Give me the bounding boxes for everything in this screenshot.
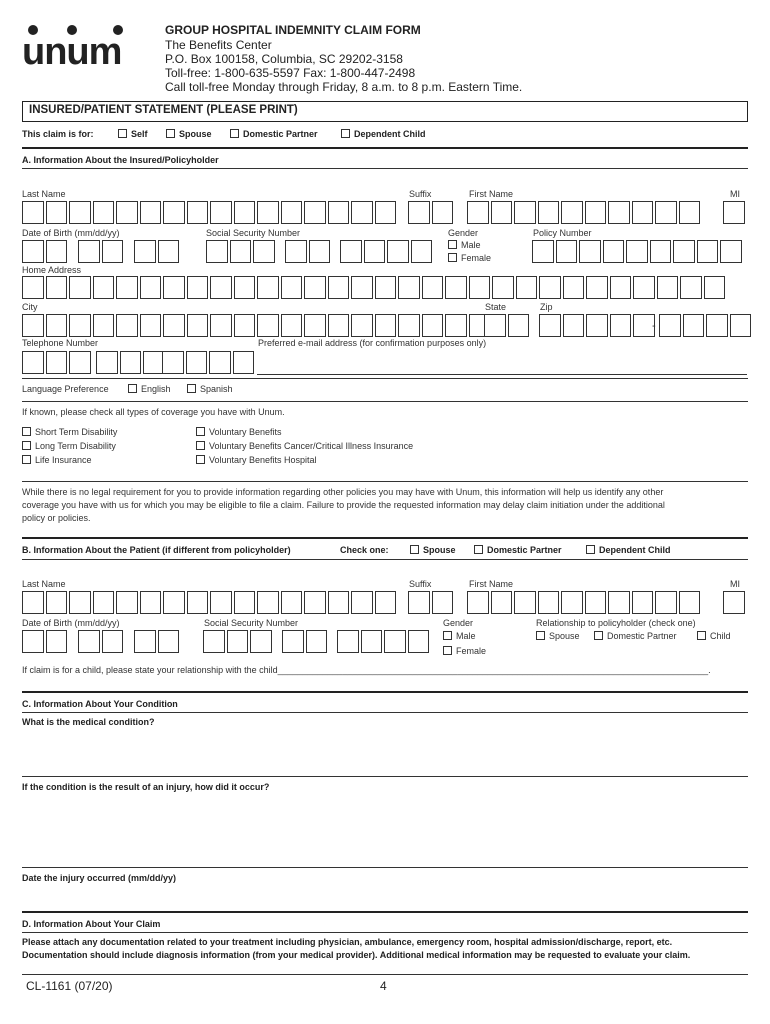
check-one-label: Check one: [340, 545, 389, 555]
std-checkbox[interactable]: Short Term Disability [22, 427, 117, 437]
ssn-1-input[interactable] [206, 240, 277, 263]
logo-text: unum [22, 31, 122, 73]
state-label: State [485, 302, 507, 312]
dob-yy-input[interactable] [134, 240, 181, 263]
female-checkbox[interactable]: Female [448, 253, 491, 263]
claim-for-label: This claim is for: [22, 129, 94, 139]
divider [22, 776, 748, 777]
phone-fax: Toll-free: 1-800-635-5597 Fax: 1-800-447-2498 [165, 66, 416, 80]
patient-dob-dd-input[interactable] [78, 630, 125, 653]
patient-spouse-checkbox[interactable]: Spouse [410, 545, 456, 555]
section-a-title: A. Information About the Insured/Policyholder [22, 155, 219, 165]
patient-ssn-1-input[interactable] [203, 630, 274, 653]
medical-condition-answer[interactable] [22, 730, 748, 776]
dob-dd-input[interactable] [78, 240, 125, 263]
call-hours: Call toll-free Monday through Friday, 8 a.m. to 8 p.m. Eastern Time. [165, 80, 523, 94]
spanish-checkbox[interactable]: Spanish [187, 384, 233, 394]
rel-domestic-partner-checkbox[interactable]: Domestic Partner [594, 631, 677, 641]
patient-ssn-3-input[interactable] [337, 630, 431, 653]
patient-suffix-label: Suffix [409, 579, 432, 589]
email-input[interactable] [257, 351, 747, 375]
vb-checkbox[interactable]: Voluntary Benefits [196, 427, 282, 437]
city-label: City [22, 302, 38, 312]
section-b-title: B. Information About the Patient (if different from policyholder) [22, 545, 291, 555]
city-input[interactable] [22, 314, 492, 337]
home-address-label: Home Address [22, 265, 82, 275]
injury-question: If the condition is the result of an injury, how did it occur? [22, 782, 270, 792]
claim-spouse-checkbox[interactable]: Spouse [166, 129, 212, 139]
section-d-title: D. Information About Your Claim [22, 919, 161, 929]
first-name-input[interactable] [467, 201, 702, 224]
divider [22, 168, 748, 169]
patient-mi-input[interactable] [723, 591, 747, 614]
ssn-2-input[interactable] [285, 240, 332, 263]
section-a-rule [22, 147, 748, 149]
form-id: CL-1161 (07/20) [26, 979, 113, 993]
disclaimer-line-2: coverage you have with us for which you may be eligible to file a claim. Failure to provide the requested information may delay claim initiation under the additional [22, 500, 665, 510]
zip-input[interactable] [539, 314, 657, 337]
state-input[interactable] [484, 314, 531, 337]
mi-input[interactable] [723, 201, 747, 224]
patient-last-name-label: Last Name [22, 579, 66, 589]
po-box: P.O. Box 100158, Columbia, SC 29202-3158 [165, 52, 403, 66]
patient-dob-label: Date of Birth (mm/dd/yy) [22, 618, 120, 628]
ssn-label: Social Security Number [206, 228, 301, 238]
patient-dob-mm-input[interactable] [22, 630, 69, 653]
medical-condition-question: What is the medical condition? [22, 717, 155, 727]
patient-last-name-input[interactable] [22, 591, 398, 614]
claim-self-checkbox[interactable]: Self [118, 129, 148, 139]
suffix-input[interactable] [408, 201, 455, 224]
patient-domestic-partner-checkbox[interactable]: Domestic Partner [474, 545, 562, 555]
patient-ssn-label: Social Security Number [204, 618, 299, 628]
rel-child-checkbox[interactable]: Child [697, 631, 731, 641]
injury-date-answer[interactable] [210, 868, 748, 890]
relationship-label: Relationship to policyholder (check one) [536, 618, 696, 628]
phone-line-input[interactable] [162, 351, 256, 374]
male-checkbox[interactable]: Male [448, 240, 481, 250]
statement-title-box [22, 101, 748, 122]
divider [22, 401, 748, 402]
rel-spouse-checkbox[interactable]: Spouse [536, 631, 580, 641]
patient-suffix-input[interactable] [408, 591, 455, 614]
patient-mi-label: MI [730, 579, 740, 589]
section-d-rule [22, 911, 748, 913]
disclaimer-line-3: policy or policies. [22, 513, 91, 523]
benefits-center: The Benefits Center [165, 38, 272, 52]
patient-female-checkbox[interactable]: Female [443, 646, 486, 656]
email-label: Preferred e-mail address (for confirmation purposes only) [258, 338, 487, 348]
mi-label: MI [730, 189, 740, 199]
patient-first-name-label: First Name [469, 579, 514, 589]
dob-label: Date of Birth (mm/dd/yy) [22, 228, 120, 238]
english-checkbox[interactable]: English [128, 384, 171, 394]
injury-answer[interactable] [22, 795, 748, 867]
patient-dependent-child-checkbox[interactable]: Dependent Child [586, 545, 671, 555]
patient-first-name-input[interactable] [467, 591, 702, 614]
policy-number-input[interactable] [532, 240, 744, 263]
last-name-input[interactable] [22, 201, 398, 224]
suffix-label: Suffix [409, 189, 432, 199]
section-b-rule [22, 537, 748, 539]
documentation-text-2: Documentation should include diagnosis information (from your medical provider). Additional medical information may be requested to evaluate your claim. [22, 950, 691, 960]
language-label: Language Preference [22, 384, 109, 394]
zip-label: Zip [540, 302, 553, 312]
divider [22, 481, 748, 482]
statement-title: INSURED/PATIENT STATEMENT (PLEASE PRINT) [29, 104, 298, 116]
home-address-input[interactable] [22, 276, 727, 299]
zip-ext-input[interactable] [659, 314, 753, 337]
last-name-label: Last Name [22, 189, 66, 199]
zip-dash: - [652, 320, 656, 332]
claim-dependent-child-checkbox[interactable]: Dependent Child [341, 129, 426, 139]
divider [22, 974, 748, 975]
section-c-title: C. Information About Your Condition [22, 699, 178, 709]
coverage-intro: If known, please check all types of coverage you have with Unum. [22, 407, 285, 417]
phone-area-input[interactable] [22, 351, 93, 374]
divider [22, 932, 748, 933]
divider [22, 712, 748, 713]
injury-date-question: Date the injury occurred (mm/dd/yy) [22, 873, 177, 883]
divider [22, 378, 748, 379]
vb-hospital-checkbox[interactable]: Voluntary Benefits Hospital [196, 455, 317, 465]
child-relationship-line[interactable]: If claim is for a child, please state your relationship with the child______________________________________________________________________________________. [22, 665, 711, 675]
page-number: 4 [380, 979, 387, 993]
life-checkbox[interactable]: Life Insurance [22, 455, 92, 465]
section-c-rule [22, 691, 748, 693]
phone-prefix-input[interactable] [96, 351, 167, 374]
divider [22, 559, 748, 560]
dob-mm-input[interactable] [22, 240, 69, 263]
patient-ssn-2-input[interactable] [282, 630, 329, 653]
form-title: GROUP HOSPITAL INDEMNITY CLAIM FORM [165, 23, 421, 37]
ssn-3-input[interactable] [340, 240, 434, 263]
documentation-text-1: Please attach any documentation related to your treatment including physician, ambulance, emergency room, hospital admission/discharge, report, etc. [22, 937, 673, 947]
vb-cancer-checkbox[interactable]: Voluntary Benefits Cancer/Critical Illness Insurance [196, 441, 413, 451]
patient-gender-label: Gender [443, 618, 474, 628]
patient-male-checkbox[interactable]: Male [443, 631, 476, 641]
first-name-label: First Name [469, 189, 514, 199]
gender-label: Gender [448, 228, 479, 238]
policy-number-label: Policy Number [533, 228, 592, 238]
telephone-label: Telephone Number [22, 338, 99, 348]
disclaimer-line-1: While there is no legal requirement for you to provide information regarding other policies you may have with Unum, this information will help us identify any other [22, 487, 664, 497]
ltd-checkbox[interactable]: Long Term Disability [22, 441, 116, 451]
claim-domestic-partner-checkbox[interactable]: Domestic Partner [230, 129, 318, 139]
unum-logo [22, 22, 142, 72]
patient-dob-yy-input[interactable] [134, 630, 181, 653]
